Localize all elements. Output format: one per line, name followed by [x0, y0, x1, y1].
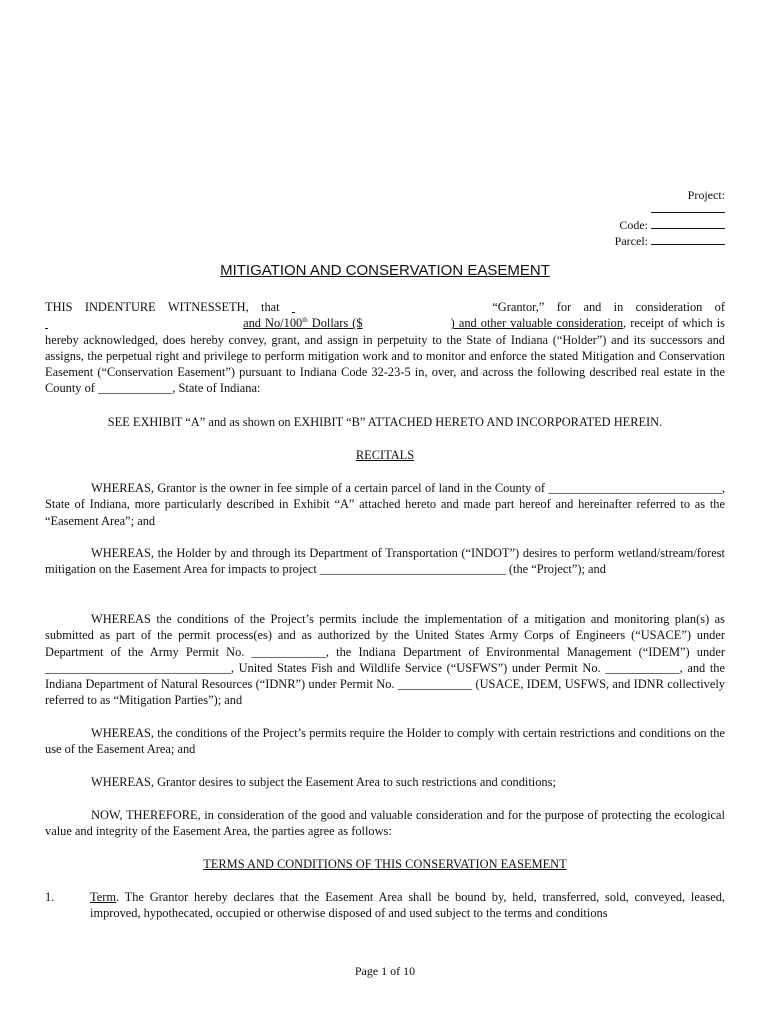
term-heading: Term	[90, 890, 116, 904]
parcel-label: Parcel:	[614, 234, 648, 248]
code-label: Code:	[619, 218, 648, 232]
terms-heading: TERMS AND CONDITIONS OF THIS CONSERVATION EASEMENT	[203, 857, 567, 871]
project-label: Project:	[687, 188, 725, 202]
recital-paragraph: WHEREAS, Grantor is the owner in fee simple of a certain parcel of land in the County of ____________________________, State of Indiana, more particularly described in Exhibit “A” attached hereto and made part hereof and hereinafter referred to as the “Easement Area”; and	[45, 481, 725, 528]
term-paragraph: Term. The Grantor hereby declares that the Easement Area shall be bound by, held, transferred, sold, conveyed, leased, improved, hypothecated, occupied or otherwise disposed of and used subject to the terms and conditions	[90, 890, 725, 921]
term-number: 1.	[45, 890, 55, 904]
recital-paragraph: WHEREAS, the Holder by and through its Department of Transportation (“INDOT”) desires to perform wetland/stream/forest mitigation on the Easement Area for impacts to project ______________________________ (the “Project”); and	[45, 546, 725, 577]
recital-paragraph: NOW, THEREFORE, in consideration of the good and valuable consideration and for the purpose of protecting the ecological value and integrity of the Easement Area, the parties agree as follows:	[45, 808, 725, 839]
project-blank	[651, 200, 725, 217]
page-number: Page 1 of 10	[354, 964, 416, 978]
recital-paragraph: WHEREAS, Grantor desires to subject the Easement Area to such restrictions and conditions;	[91, 775, 556, 789]
opening-paragraph: THIS INDENTURE WITNESSETH, that “Grantor,” for and in consideration of and No/100th Dollars ($ ) and other valuable consideration, receipt of which is hereby acknowledged, does hereby convey, grant, and assign in perpetuity to the State of Indiana (“Holder”) and its successors and assigns, the perpetual right and privilege to perform mitigation work and to monitor and enforce the stated Mitigation and Conservation Easement (“Conservation Easement”) pursuant to Indiana Code 32-23-5 in, over, and across the following described real estate in the County of ____________, State of Indiana:	[45, 300, 726, 396]
recital-paragraph: WHEREAS the conditions of the Project’s permits include the implementation of a mitigation and monitoring plan(s) as submitted as part of the permit process(es) and as authorized by the United States Army Corps of Engineers (“USACE”) under Department of the Army Permit No. ____________, the Indiana Department of Environmental Management (“IDEM”) under ______________________________, United States Fish and Wildlife Service (“USFWS”) under Permit No. ____________, and the Indiana Department of Natural Resources (“IDNR”) under Permit No. ____________ (USACE, IDEM, USFWS, and IDNR collectively referred to as “Mitigation Parties”); and	[45, 612, 725, 708]
exhibit-line: SEE EXHIBIT “A” and as shown on EXHIBIT “B” ATTACHED HERETO AND INCORPORATED HEREIN.	[107, 415, 663, 429]
recital-paragraph: WHEREAS, the conditions of the Project’s permits require the Holder to comply with certain restrictions and conditions on the use of the Easement Area; and	[45, 726, 725, 757]
parcel-field	[615, 232, 725, 249]
recitals-heading: RECITALS	[355, 448, 415, 462]
code-field	[619, 216, 725, 233]
document-title: MITIGATION AND CONSERVATION EASEMENT	[220, 262, 550, 279]
